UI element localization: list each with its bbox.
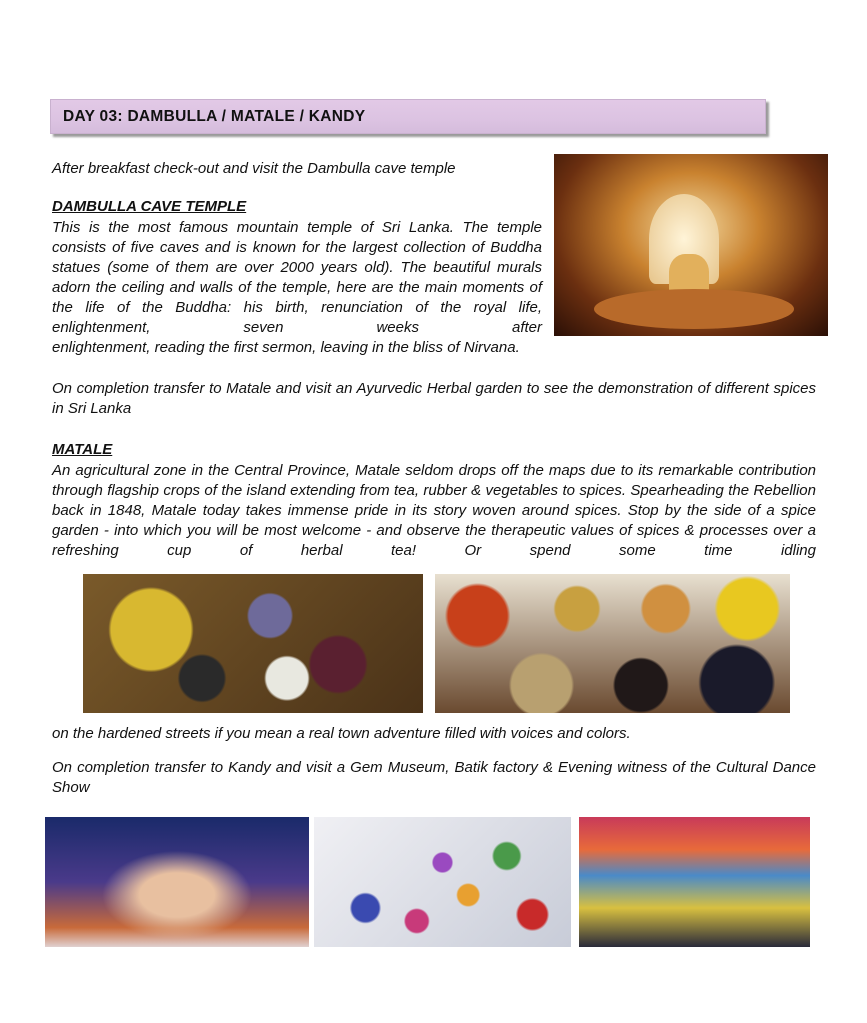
transfer-kandy-text: On completion transfer to Kandy and visit a Gem Museum, Batik factory & Evening witness of the Cultural Dance Show xyxy=(52,759,816,796)
matale-body-cont: on the hardened streets if you mean a real town adventure filled with voices and colors. xyxy=(52,725,631,742)
day-title: DAY 03: DAMBULLA / MATALE / KANDY xyxy=(63,108,366,125)
gem-necklace-photo xyxy=(314,817,571,947)
matale-heading: MATALE xyxy=(52,441,113,458)
matale-body: An agricultural zone in the Central Province, Matale seldom drops off the maps due to its remarkable contribution through flagship crops of the island extending from tea, rubber & vegetables to spices. Spearheading the Rebellion back in 1848, Matale today takes immense pride in its story woven around spices. Stop by the side of a spice garden - into which you will be most welcome - and observe the therapeutic values of spices & processes over a refreshing cup of herbal tea! Or spend some time idling xyxy=(52,462,816,559)
intro-text: After breakfast check-out and visit the Dambulla cave temple xyxy=(52,160,456,177)
transfer-matale-text: On completion transfer to Matale and visit an Ayurvedic Herbal garden to see the demonstration of different spices in Sri Lanka xyxy=(52,380,816,417)
herbs-spices-bowls-photo xyxy=(83,574,423,713)
batik-market-photo xyxy=(579,817,810,947)
day-header-bar xyxy=(50,99,766,134)
spices-spoons-photo xyxy=(435,574,790,713)
temple-base-shape xyxy=(594,289,794,329)
dambulla-body-end: enlightenment, reading the first sermon, leaving in the bliss of Nirvana. xyxy=(52,339,520,356)
dambulla-heading: DAMBULLA CAVE TEMPLE xyxy=(52,198,247,215)
cultural-dance-photo xyxy=(45,817,309,947)
dambulla-temple-photo xyxy=(554,154,828,336)
dambulla-body: This is the most famous mountain temple of Sri Lanka. The temple consists of five caves and is known for the largest collection of Buddha statues (some of them are over 2000 years old). The beautiful murals adorn the ceiling and walls of the temple, here are the main moments of the life of the Buddha: his birth, renunciation of the royal life, enlightenment, seven weeks after xyxy=(52,219,542,336)
